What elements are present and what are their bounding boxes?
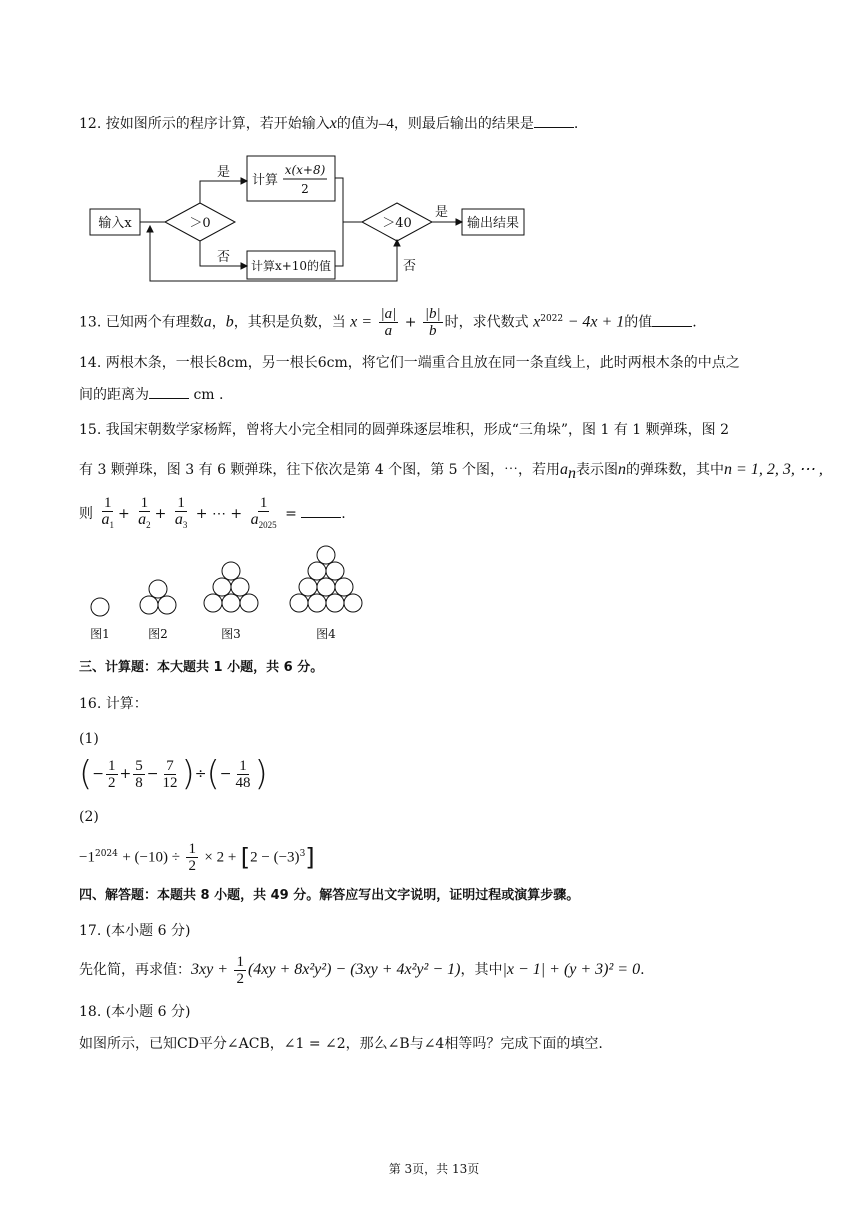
q16-p1-frac3 [160,758,179,791]
fig1-label: 图1 [90,627,110,641]
triangle-stack-figures [80,545,380,645]
q15-text-c: 的弹珠数，其中 [626,462,725,478]
q17-condition: |x − 1| + (y + 3)² = 0 [502,961,641,978]
q16-p1-div: ÷ [194,766,207,782]
q14-text: 间的距离为 [79,387,149,403]
q16-p1-f4-num: 1 [239,757,247,774]
section-4-heading: 四、解答题：本题共 8 小题，共 49 分。解答应写出文字说明，证明过程或演算步骤。 [79,888,580,903]
q13-frac-b-den: b [429,323,437,340]
fc-output-text: 输出结果 [466,216,520,231]
fc-cond2-text: ＞40 [382,216,412,231]
q13-frac-a [379,306,399,339]
q17-text-b: ，其中 [460,962,503,978]
q16-p1-op2: + [119,766,132,782]
section-3-heading: 三、计算题：本大题共 1 小题，共 6 分。 [79,660,324,675]
program-flowchart [85,150,535,290]
q15-term-1-num: 1 [103,495,112,511]
q16-p2-bracket: 2 − (−3) [250,849,300,866]
q16-part2-expr [79,832,315,880]
fig4-label: 图4 [316,627,336,641]
q15-n: n [618,461,627,478]
q15-term-3 [173,495,190,533]
q15-line1: 15. 我国宋朝数学家杨辉，曾将大小完全相同的圆弹珠逐层堆积，形成“三角垛”，图 1 有 1 颗弹珠，图 2 [79,422,729,438]
q18-title: 18. (本小题 6 分) [79,1004,191,1020]
fc-calc1-label: 计算 [252,173,279,188]
q15-answer-blank[interactable] [301,503,341,518]
q13-text-d: 的值 [624,314,653,331]
fc-input-text: 输入x [98,216,132,231]
q13-b: b [225,313,234,331]
q13-sep: ， [211,314,226,331]
q15-term-2-sub: 2 [146,520,151,530]
q14-unit: cm . [193,387,224,403]
q15-n-values: n = 1, 2, 3, ⋯ , [724,461,823,478]
q16-p1-frac1 [106,758,118,791]
q16-p1-frac2 [133,758,145,791]
q17-half-den: 2 [236,970,244,987]
q17-period: . [640,962,645,978]
q16-p1-f1-num: 1 [108,757,116,774]
q15-term-last [249,495,279,533]
q13-frac-b [423,306,443,339]
q15-term-3-sub: 3 [182,520,188,530]
q16-p2-frac-den: 2 [188,858,196,875]
page-footer: 第 3页，共 13页 [388,1162,480,1176]
q15-text-a: 有 3 颗弹珠，图 3 有 6 颗弹珠，往下依次是第 4 个图，第 5 个图，⋯，若用 [79,462,561,478]
q16-p1-f2-den: 8 [135,774,143,791]
q13-a: a [203,313,212,331]
q17-half-num: 1 [236,953,244,970]
q18-text: 如图所示，已知CD平分∠ACB，∠1 = ∠2，那么∠B与∠4相等吗？完成下面的填空. [79,1036,603,1052]
fc-calc2-text: 计算x+10的值 [250,259,332,273]
q12-text: 12. 按如图所示的程序计算，若开始输入 [79,116,330,132]
q16-p1-f3-den: 12 [162,774,178,791]
q13-text-c: 时，求代数式 [444,314,529,331]
fc-yes2: 是 [435,205,449,220]
q15-term-3-num: 1 [177,495,185,511]
q16-paren-open-2: ( [206,754,220,794]
q14-line2 [79,384,223,405]
fig3-label: 图3 [221,627,241,641]
q17-expr2: (4xy + 8x²y²) − (3xy + 4x²y² − 1) [247,961,461,978]
q15-an-sub: n [568,464,577,482]
q16-part1-expr [79,752,268,796]
fc-cond1-text: ＞0 [189,216,211,231]
q12-text-b: 的值为 [336,116,379,132]
fc-no2: 否 [403,259,417,274]
q16-p1-f4-den: 48 [235,774,251,791]
q13-x-eq: x = [350,313,373,331]
q16-p1-frac4 [233,758,252,791]
q12-var: x [329,115,337,132]
q13-frac-a-num: |a| [380,306,397,323]
q15-an: a [560,461,569,478]
q16-p2-frac [186,841,198,874]
fc-calc1-num: x(x+8) [284,163,326,177]
q13-frac-b-num: |b| [424,306,441,323]
q15-period: . [341,506,346,522]
fc-calc1-den: 2 [301,182,309,196]
q16-p2-b: + (−10) ÷ [122,849,180,866]
q15-term-2 [136,495,153,533]
q12-period: . [573,116,579,132]
q16-bracket-close: ] [305,843,315,872]
fc-no1: 否 [217,250,231,265]
q16-p1-f1-den: 2 [108,774,116,791]
q15-then: 则 [79,506,93,522]
q15-term-3-den: a [174,511,183,528]
q16-p1-op1: − [92,766,104,782]
q16-part2-label: (2) [79,809,99,825]
q16-p1-op3: − [146,766,159,782]
q14-answer-blank[interactable] [149,384,189,399]
q15-term-last-den: a [250,511,259,528]
q13-line [79,302,697,340]
q15-line3: 则 $\frac{1}{a_1}$ + $\frac{1}{a_2}$ + $\frac{1}{a_3}$ + ⋯ + $\frac{1}{a_{2025}}$ = . [79,494,346,534]
q15-line2 [79,460,823,484]
q16-title: 16. 计算： [79,696,148,712]
q12-line [79,113,578,134]
q17-expr1: 3xy + [191,961,228,978]
q13-frac-a-den: a [384,323,393,340]
q16-part1-label: (1) [79,731,99,747]
q17-text: 先化简，再求值： [79,962,191,978]
q17-title: 17. (本小题 6 分) [79,923,191,939]
q12-value: –4 [378,116,394,132]
q17-expr-line [79,950,645,990]
q13-period: . [692,314,697,331]
q13-answer-blank[interactable] [652,312,692,327]
q13-expr-base: x [533,313,541,331]
q13-text-b: ，其积是负数，当 [233,314,346,331]
q13-text: 13. 已知两个有理数 [79,314,204,331]
q15-term-2-den: a [138,511,147,528]
q15-term-last-sub: 2025 [258,520,277,530]
q15-term-2-num: 1 [140,495,149,511]
q17-half [234,954,246,987]
q16-p2-bracket-exp: 3 [299,849,306,859]
q12-answer-blank[interactable] [534,113,574,128]
q13-expr-rest: − 4x + 1 [567,313,625,331]
q14-line1: 14. 两根木条，一根长8cm，另一根长6cm，将它们一端重合且放在同一条直线上，此时两根木条的中点之 [79,355,740,371]
fc-yes1: 是 [217,165,231,180]
q16-bracket-open: [ [240,843,251,872]
q16-p1-inner-minus: − [219,766,232,782]
q15-equals: = [285,506,297,522]
q16-paren-close: ) [181,754,195,794]
q15-term-1-den: a [101,511,110,528]
q13-plus: + [404,314,417,331]
q15-dots: + ⋯ + [195,506,243,522]
q15-term-1-sub: 1 [109,520,114,530]
q16-p1-f2-num: 5 [135,757,143,774]
q12-text-c: ，则最后输出的结果是 [393,116,534,132]
fig2-label: 图2 [148,627,168,641]
q15-term-1 [99,495,116,533]
q16-paren-close-2: ) [254,754,268,794]
q16-p1-f3-num: 7 [166,757,174,774]
q16-p2-c: × 2 + [204,849,237,866]
q16-p2-frac-num: 1 [188,841,196,858]
q16-p2-exp: 2024 [94,849,118,859]
q16-paren-open: ( [79,754,93,794]
q16-p2-a: −1 [79,849,95,866]
q15-text-b: 表示图 [576,462,619,478]
q13-expr-exp: 2022 [540,314,564,324]
q15-term-last-num: 1 [259,495,268,511]
